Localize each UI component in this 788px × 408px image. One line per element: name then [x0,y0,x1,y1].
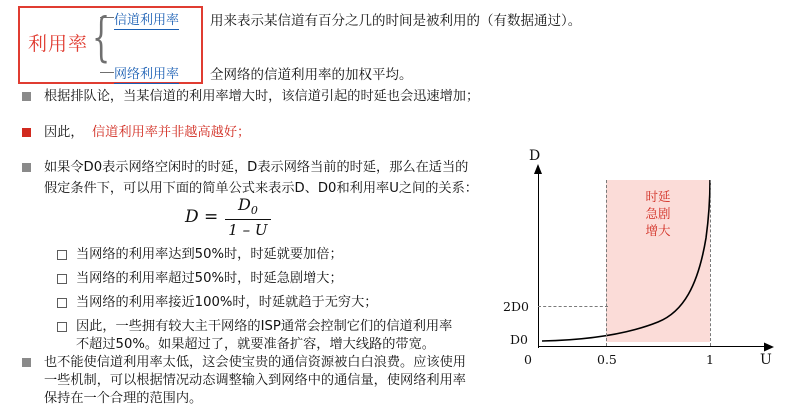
delay-formula [185,196,271,238]
utilization-label: 利用率 [28,33,89,55]
branch-term-network: 网络利用率 [114,63,179,84]
formula-fraction [225,196,270,238]
checkbox-4[interactable] [57,322,67,332]
formula-bar [225,219,270,220]
bullet-marker-2 [22,128,31,137]
chart-dashed-hline-2d0 [538,306,608,307]
checklist-text-5: 不超过50%。如果超过了，就要准备扩容，增大线路的带宽。 [76,337,435,352]
chart-xtick-half: 0.5 [597,352,617,367]
bullet-text-2-highlight: 信道利用率并非越高越好； [92,125,251,140]
chart-xtick-0: 0 [524,352,532,367]
bullet-marker-3 [22,163,31,172]
last-bullet-line-1: 也不能使信道利用率太低，这会使宝贵的通信资源被白白浪费。应该使用 [44,355,466,370]
checklist-text-2: 当网络的利用率超过50%时，时延急剧增大； [76,271,343,286]
chart-ytick-2d0: 2D0 [503,299,529,314]
chart-annotation-line-1: 时延 [645,189,671,204]
definition-network: 全网络的信道利用率的加权平均。 [210,67,413,83]
bullet-marker-1 [22,92,31,101]
formula-denominator: 1 – U [228,221,268,240]
chart-xlabel: U [760,352,772,368]
checklist-text-4: 因此，一些拥有较大主干网络的ISP通常会控制它们的信道利用率 [76,319,453,334]
last-bullet-line-3: 保持在一个合理的范围内。 [44,391,203,406]
checklist-text-3: 当网络的利用率接近100%时，时延就趋于无穷大； [76,295,378,310]
chart-dashed-vline-one [710,180,711,346]
chart-annotation-line-2: 急剧 [645,206,671,221]
chart-annotation-line-3: 增大 [645,223,671,238]
bullet-marker-4 [22,358,31,367]
checkbox-1[interactable] [57,250,67,260]
chart-xtick-one: 1 [706,352,714,367]
chart-dashed-vline-half [606,180,607,346]
bullet-text-2-prefix: 因此， [44,125,84,140]
chart-arrows-and-curve [498,156,778,388]
branch-connector-top [100,17,114,18]
chart-ytick-d0: D0 [510,332,528,347]
checklist-text-1: 当网络的利用率达到50%时，时延就要加倍； [76,247,343,262]
branch-term-channel: 信道利用率 [114,9,179,30]
branch-connector-bottom [100,72,114,73]
formula-lhs: D = [185,207,219,228]
brace-icon: { [92,8,111,68]
chart-ylabel: D [529,148,541,164]
bullet-text-1: 根据排队论，当某信道的利用率增大时，该信道引起的时延也会迅速增加； [44,89,480,104]
bullet-text-3-line-1: 如果令D0表示网络空闲时的时延，D表示网络当前的时延，那么在适当的 [44,160,469,175]
formula-numerator: $D_0$ [237,195,258,218]
last-bullet-line-2: 一些机制，可以根据情况动态调整输入到网络中的通信量，使网络利用率 [44,373,466,388]
checkbox-2[interactable] [57,274,67,284]
delay-utilization-chart [498,148,778,388]
definition-channel: 用来表示某信道有百分之几的时间是被利用的（有数据通过）。 [210,13,582,29]
bullet-text-3-line-2: 假定条件下，可以用下面的简单公式来表示D、D0和利用率U之间的关系： [44,181,478,196]
checkbox-3[interactable] [57,298,67,308]
